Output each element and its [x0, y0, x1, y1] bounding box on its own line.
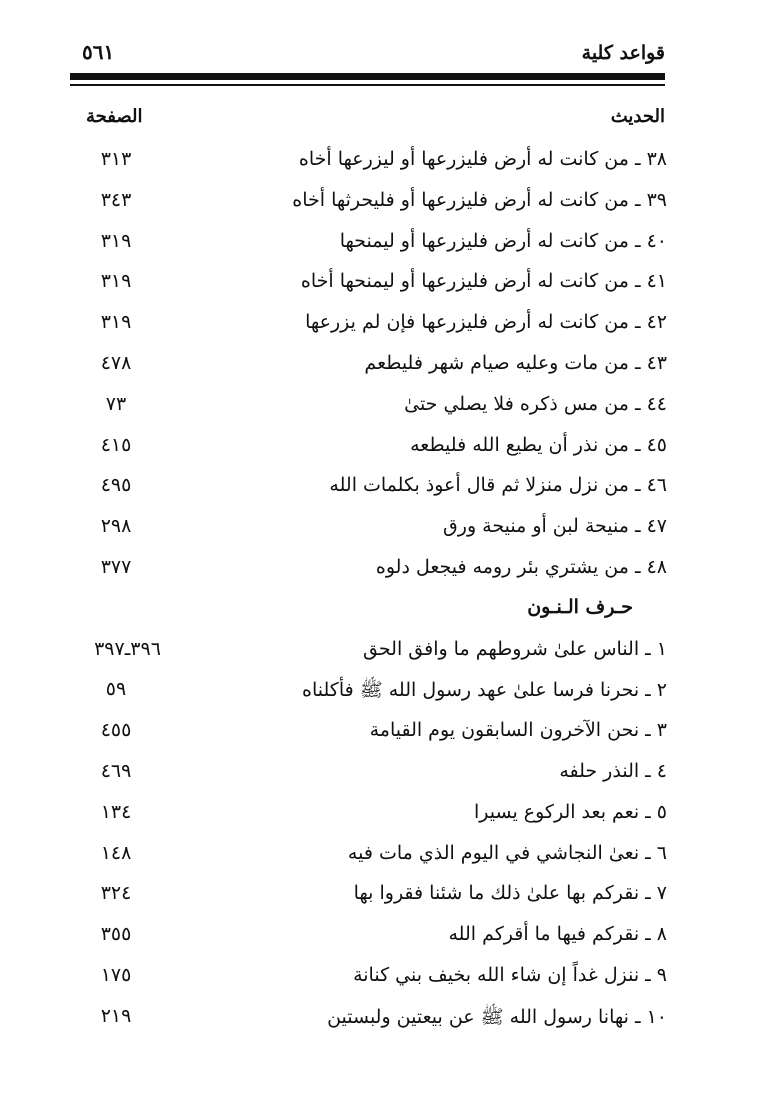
hadith-text: ٢ ـ نحرنا فرسا علىٰ عهد رسول الله ﷺ فأكلناه [302, 679, 667, 702]
hadith-text: ٤٥ ـ من نذر أن يطيع الله فليطعه [410, 433, 667, 456]
index-row [0, 835, 763, 876]
index-row [0, 712, 763, 753]
page-ref: ٤٥٥ [100, 719, 132, 742]
index-row [0, 263, 763, 304]
column-header-hadith: الحديث [610, 106, 665, 127]
hadith-text: ٤٢ ـ من كانت له أرض فليزرعها فإن لم يزرعها [305, 311, 667, 334]
page-ref: ١٤٨ [100, 841, 132, 864]
index-row [0, 386, 763, 427]
page-ref: ٣١٩ [100, 270, 132, 293]
index-row [0, 141, 763, 182]
index-row [0, 182, 763, 223]
page-ref: ٣٩٦ـ٣٩٧ [94, 637, 161, 660]
page-ref: ١٣٤ [100, 800, 132, 823]
index-row [0, 671, 763, 712]
hadith-text: ٤٧ ـ منيحة لبن أو منيحة ورق [443, 515, 667, 538]
hadith-text: ٣٨ ـ من كانت له أرض فليزرعها أو ليزرعها أخاه [298, 148, 667, 170]
hadith-text: ٣ ـ نحن الآخرون السابقون يوم القيامة [369, 719, 667, 742]
index-row [0, 304, 763, 345]
page-ref: ١٧٥ [100, 963, 132, 986]
index-row [0, 508, 763, 549]
page-ref: ٢٩٨ [100, 515, 132, 538]
page-ref: ٤٧٨ [100, 351, 132, 374]
page-ref: ٣٧٧ [100, 555, 132, 578]
hadith-text: ٥ ـ نعم بعد الركوع يسيرا [474, 800, 667, 823]
page-ref: ٣١٩ [100, 229, 132, 252]
column-header-page: الصفحة [86, 106, 143, 127]
hadith-text: ١ ـ الناس علىٰ شروطهم ما وافق الحق [363, 637, 667, 660]
index-row [0, 467, 763, 508]
hadith-text: ٤١ ـ من كانت له أرض فليزرعها أو ليمنحها أخاه [300, 270, 667, 293]
index-row [0, 427, 763, 468]
page-number: ٥٦١ [82, 40, 115, 64]
page-ref: ٧٣ [105, 392, 127, 415]
hadith-text: ٤٣ ـ من مات وعليه صيام شهر فليطعم [364, 351, 667, 374]
page-ref: ٥٩ [105, 678, 127, 701]
index-row [0, 549, 763, 590]
hadith-text: ٤٤ ـ من مس ذكره فلا يصلي حتىٰ [404, 392, 667, 415]
hadith-text: ٤ ـ النذر حلفه [559, 759, 667, 782]
index-row [0, 957, 763, 998]
index-row [0, 998, 763, 1039]
page-ref: ٣٤٣ [100, 188, 132, 211]
hadith-text: ٧ ـ نقركم بها علىٰ ذلك ما شئنا فقروا بها [353, 882, 667, 905]
index-row [0, 345, 763, 386]
page-ref: ٢١٩ [100, 1004, 132, 1027]
hadith-text: ٤٦ ـ من نزل منزلا ثم قال أعوذ بكلمات الله [329, 474, 667, 497]
hadith-text: ٣٩ ـ من كانت له أرض فليزرعها أو فليحرثها أخاه [292, 188, 667, 211]
section-title: حـرف الـنـون [527, 595, 633, 618]
hadith-text: ٨ ـ نقركم فيها ما أقركم الله [448, 923, 667, 946]
index-row [0, 631, 763, 672]
index-row [0, 223, 763, 264]
page-header [70, 34, 665, 72]
hadith-text: ٤٨ ـ من يشتري بئر رومه فيجعل دلوه [375, 555, 667, 578]
index-row [0, 794, 763, 835]
index-row [0, 916, 763, 957]
index-row [0, 753, 763, 794]
page-ref: ٣٥٥ [100, 923, 132, 946]
index-list [0, 141, 763, 1039]
page-ref: ٣٢٤ [100, 882, 132, 905]
page-ref: ٤١٥ [100, 433, 132, 456]
page-ref: ٣١٣ [100, 148, 132, 170]
index-row [0, 875, 763, 916]
section-heading [0, 590, 763, 631]
page-ref: ٤٦٩ [100, 759, 132, 782]
hadith-text: ٩ ـ ننزل غداً إن شاء الله بخيف بني كنانة [353, 963, 667, 986]
running-title: قواعد كلية [581, 42, 665, 64]
page-ref: ٣١٩ [100, 311, 132, 334]
hadith-text: ٤٠ ـ من كانت له أرض فليزرعها أو ليمنحها [339, 229, 667, 252]
header-rule-thick [70, 73, 665, 80]
page-ref: ٤٩٥ [100, 474, 132, 497]
header-rule-thin [70, 84, 665, 86]
hadith-text: ١٠ ـ نهانا رسول الله ﷺ عن بيعتين ولبستين [327, 1005, 667, 1028]
hadith-text: ٦ ـ نعىٰ النجاشي في اليوم الذي مات فيه [347, 841, 667, 864]
